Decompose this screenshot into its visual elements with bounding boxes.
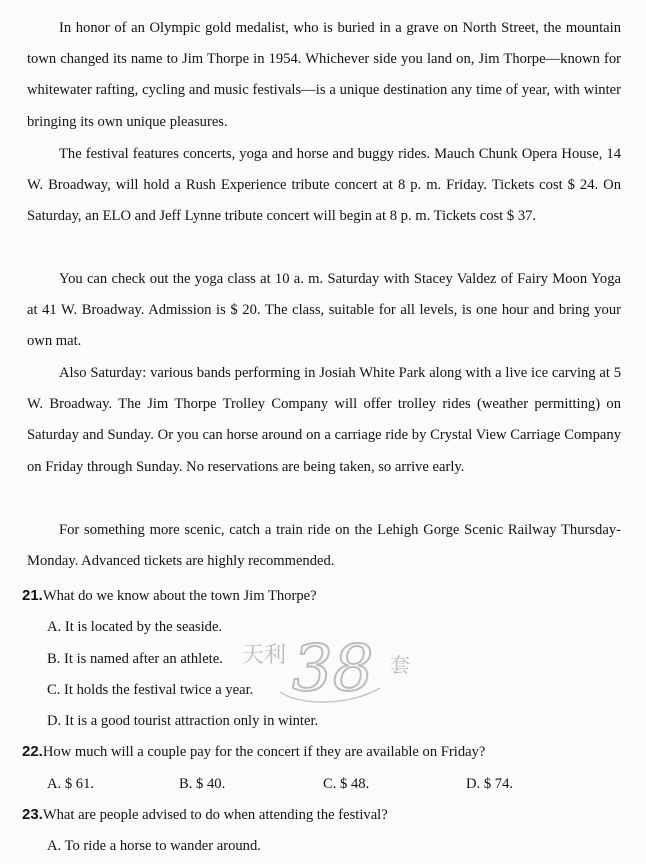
option-23-a: A. To ride a horse to wander around.	[47, 838, 261, 854]
question-text: How much will a couple pay for the concert if they are available on Friday?	[42, 744, 486, 760]
option-22-b: B. $ 40.	[179, 776, 226, 792]
watermark-char-right: 套	[390, 653, 410, 677]
question-23	[22, 805, 622, 825]
question-text: What are people advised to do when attending the festival?	[42, 807, 388, 823]
passage-paragraph-2: The festival features concerts, yoga and horse and buggy rides. Mauch Chunk Opera House, 14 W. Broadway, will hold a Rush Experience tribute concert at 8 p. m. Friday. Tickets cost $ 24. On Saturday, an ELO and Jeff Lynne tribute concert will begin at 8 p. m. Tickets cost $ 37.	[27, 146, 621, 225]
question-number: 21.	[22, 587, 43, 604]
question-number: 22.	[22, 743, 43, 760]
option-21-b: B. It is named after an athlete.	[47, 651, 223, 667]
passage-paragraph-4: Also Saturday: various bands performing in Josiah White Park along with a live ice carving at 5 W. Broadway. The Jim Thorpe Trolley Company will offer trolley rides (weather permitting) on Saturday and Sunday. Or you can horse around on a carriage ride by Crystal View Carriage Company on Friday through Sunday. No reservations are being taken, so arrive early.	[27, 365, 621, 475]
question-22	[22, 742, 622, 762]
passage-paragraph-1: In honor of an Olympic gold medalist, who is buried in a grave on North Street, the mountain town changed its name to Jim Thorpe in 1954. Whichever side you land on, Jim Thorpe—known for whitewater rafting, cycling and music festivals—is a unique destination any time of year, with winter bringing its own unique pleasures.	[27, 20, 621, 130]
passage-paragraph-3: You can check out the yoga class at 10 a. m. Saturday with Stacey Valdez of Fairy Moon Yoga at 41 W. Broadway. Admission is $ 20. The class, suitable for all levels, is one hour and bring your own mat.	[27, 271, 621, 350]
watermark-chars-left: 天利	[242, 643, 287, 668]
option-21-d: D. It is a good tourist attraction only in winter.	[47, 713, 319, 729]
option-22-c: C. $ 48.	[323, 776, 370, 792]
watermark-logo	[240, 630, 430, 710]
question-number: 23.	[22, 806, 43, 823]
option-21-c: C. It holds the festival twice a year.	[47, 682, 254, 698]
options-22	[47, 774, 607, 794]
question-21	[22, 586, 622, 606]
option-22-d: D. $ 74.	[466, 776, 514, 792]
option-21-a: A. It is located by the seaside.	[47, 619, 223, 635]
question-text: What do we know about the town Jim Thorpe?	[42, 588, 317, 604]
passage-paragraph-5: For something more scenic, catch a train ride on the Lehigh Gorge Scenic Railway Thursday-Monday. Advanced tickets are highly recommended.	[27, 522, 621, 570]
option-22-a: A. $ 61.	[47, 776, 95, 792]
watermark-digits: 38	[292, 632, 374, 706]
